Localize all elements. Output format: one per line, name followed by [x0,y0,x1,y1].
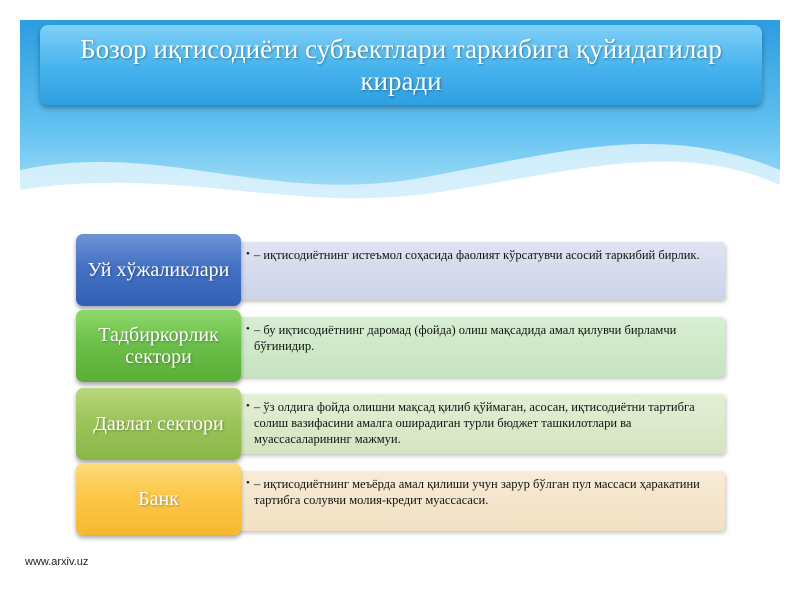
row-label: Давлат сектори [76,388,241,460]
row-description: – бу иқтисодиётнинг даромад (фойда) олиш мақсадида амал қилувчи бирламчи бўғинидир. [254,323,677,353]
row-description-box [232,317,725,377]
row-label: Банк [76,463,241,535]
row-label: Тадбиркорлик сектори [76,310,241,382]
row-business-sector [0,310,800,382]
bullet-icon: • [246,248,250,260]
page-title: Бозор иқтисодиёти субъектлари таркибига қуйидагилар киради [80,34,722,96]
row-households [0,234,800,306]
row-description: – ўз олдига фойда олишни мақсад қилиб қўймаган, асосан, иқтисодиётни тартибга солиш вазифасини амалга оширадиган турли бюджет ташкилотлари ва муассасаларининг мажмуи. [254,400,695,446]
bullet-icon: • [246,477,250,489]
row-description-box [232,242,725,300]
row-description: – иқтисодиётнинг истеъмол соҳасида фаолият кўрсатувчи асосий таркибий бирлик. [254,248,700,262]
row-bank [0,463,800,535]
bullet-icon: • [246,323,250,335]
row-label: Уй хўжаликлари [76,234,241,306]
row-description-box [232,394,725,454]
bullet-icon: • [246,400,250,412]
footer-link[interactable]: www.arxiv.uz [25,556,89,568]
row-description: – иқтисодиётнинг меъёрда амал қилиши учун зарур бўлган пул массаси ҳаракатини тартибга солувчи молия-кредит муассасаси. [254,477,700,507]
title-box [40,25,762,105]
row-description-box [232,471,725,531]
row-state-sector [0,387,800,459]
